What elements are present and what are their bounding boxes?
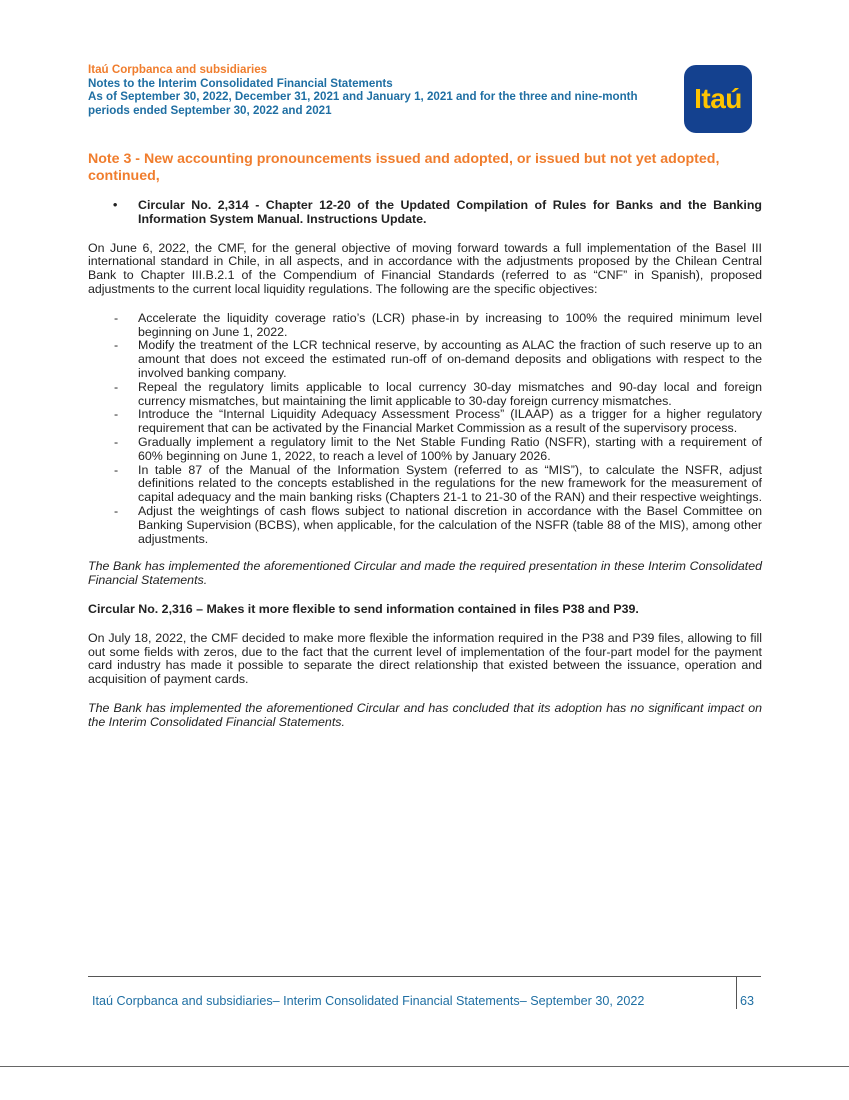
- footer-vertical-divider: [736, 977, 737, 1009]
- list-item: [88, 436, 762, 464]
- logo-text: Itaú: [694, 83, 742, 114]
- list-item: [88, 381, 762, 409]
- objective-text: Introduce the “Internal Liquidity Adequacy Assessment Process” (ILAAP) as a trigger for a higher regulatory requirement that can be activated by the Financial Market Commission as a result of the supervisory process.: [138, 407, 762, 436]
- objectives-list: [88, 312, 762, 547]
- dash-marker: -: [114, 379, 119, 394]
- list-item: [88, 464, 762, 505]
- objective-text: In table 87 of the Manual of the Information System (referred to as “MIS”), to calculate the NSFR, adjust definitions related to the concepts established in the regulations for the new framework for the measurement of capital adequacy and the main banking risks (Chapters 21-1 to 21-30 of the RAN) and their respective weightings.: [138, 462, 763, 505]
- footer-text: Itaú Corpbanca and subsidiaries– Interim Consolidated Financial Statements– September 30, 2022: [92, 994, 645, 1008]
- circular-2314-title: Circular No. 2,314 - Chapter 12-20 of the Updated Compilation of Rules for Banks and the Banking Information System Manual. Instructions Update.: [138, 198, 762, 226]
- objective-text: Gradually implement a regulatory limit to the Net Stable Funding Ratio (NSFR), starting with a requirement of 60% beginning on June 1, 2022, to reach a level of 100% by January 2026.: [138, 434, 762, 463]
- objective-text: Repeal the regulatory limits applicable to local currency 30-day mismatches and 90-day local and foreign currency mismatches, but maintaining the limit applicable to 30-day foreign currency mismatches.: [138, 379, 762, 408]
- objective-text: Adjust the weightings of cash flows subject to national discretion in accordance with the Basel Committee on Banking Supervision (BCBS), when applicable, for the calculation of the NSFR (table 88 of the MIS), among other adjustments.: [138, 503, 762, 546]
- page-header: [88, 63, 668, 117]
- dash-marker: -: [114, 407, 119, 422]
- conclusion-2316: The Bank has implemented the aforementioned Circular and has concluded that its adoption has no significant impact on the Interim Consolidated Financial Statements.: [88, 700, 762, 729]
- dash-marker: -: [114, 462, 119, 477]
- page-bottom-rule: [0, 1066, 849, 1067]
- list-item: [88, 408, 762, 436]
- bullet-icon: •: [113, 198, 118, 212]
- dash-marker: -: [114, 503, 119, 518]
- dash-marker: -: [114, 434, 119, 449]
- objective-text: Modify the treatment of the LCR technical reserve, by accounting as ALAC the fraction of such reserve up to an amount that does not exceed the estimated run-off of on-demand deposits and obligations with respect to the involved banking company.: [138, 338, 762, 380]
- list-item: [88, 312, 762, 340]
- header-period: As of September 30, 2022, December 31, 2021 and January 1, 2021 and for the three and nine-month periods ended September 30, 2022 and 2021: [88, 90, 638, 117]
- main-content: [88, 199, 762, 730]
- list-item: [88, 339, 762, 380]
- note-title: Note 3 - New accounting pronouncements issued and adopted, or issued but not yet adopted, continued,: [88, 151, 720, 184]
- header-company: Itaú Corpbanca and subsidiaries: [88, 63, 268, 76]
- circular-2316-paragraph: On July 18, 2022, the CMF decided to make more flexible the information required in the P38 and P39 files, allowing to fill out some fields with zeros, due to the fact that the current level of implementation of the four-part model for the payment card industry has made it possible to separate the direct relationship that existed between the issuance, operation and acquisition of payment cards.: [88, 630, 762, 687]
- footer-divider: [88, 976, 761, 977]
- dash-marker: -: [114, 310, 119, 325]
- objective-text: Accelerate the liquidity coverage ratio’s (LCR) phase-in by increasing to 100% the required minimum level beginning on June 1, 2022.: [138, 310, 762, 339]
- intro-paragraph: On June 6, 2022, the CMF, for the general objective of moving forward towards a full implementation of the Basel III international standard in Chile, in all aspects, and in accordance with the adjustments proposed by the Chilean Central Bank to Chapter III.B.2.1 of the Compendium of Financial Standards (referred to as “CNF” in Spanish), proposed adjustments to the current local liquidity regulations. The following are the specific objectives:: [88, 240, 762, 296]
- list-item: [88, 505, 762, 546]
- itau-logo: [684, 65, 752, 133]
- page-number: 63: [740, 994, 755, 1008]
- header-subtitle: Notes to the Interim Consolidated Financial Statements: [88, 76, 393, 90]
- circular-2316-heading: Circular No. 2,316 – Makes it more flexible to send information contained in files P38 and P39.: [88, 601, 639, 616]
- circular-2314-heading: [88, 199, 762, 227]
- dash-marker: -: [114, 338, 119, 353]
- conclusion-2314: The Bank has implemented the aforementioned Circular and made the required presentation in these Interim Consolidated Financial Statements.: [88, 559, 762, 588]
